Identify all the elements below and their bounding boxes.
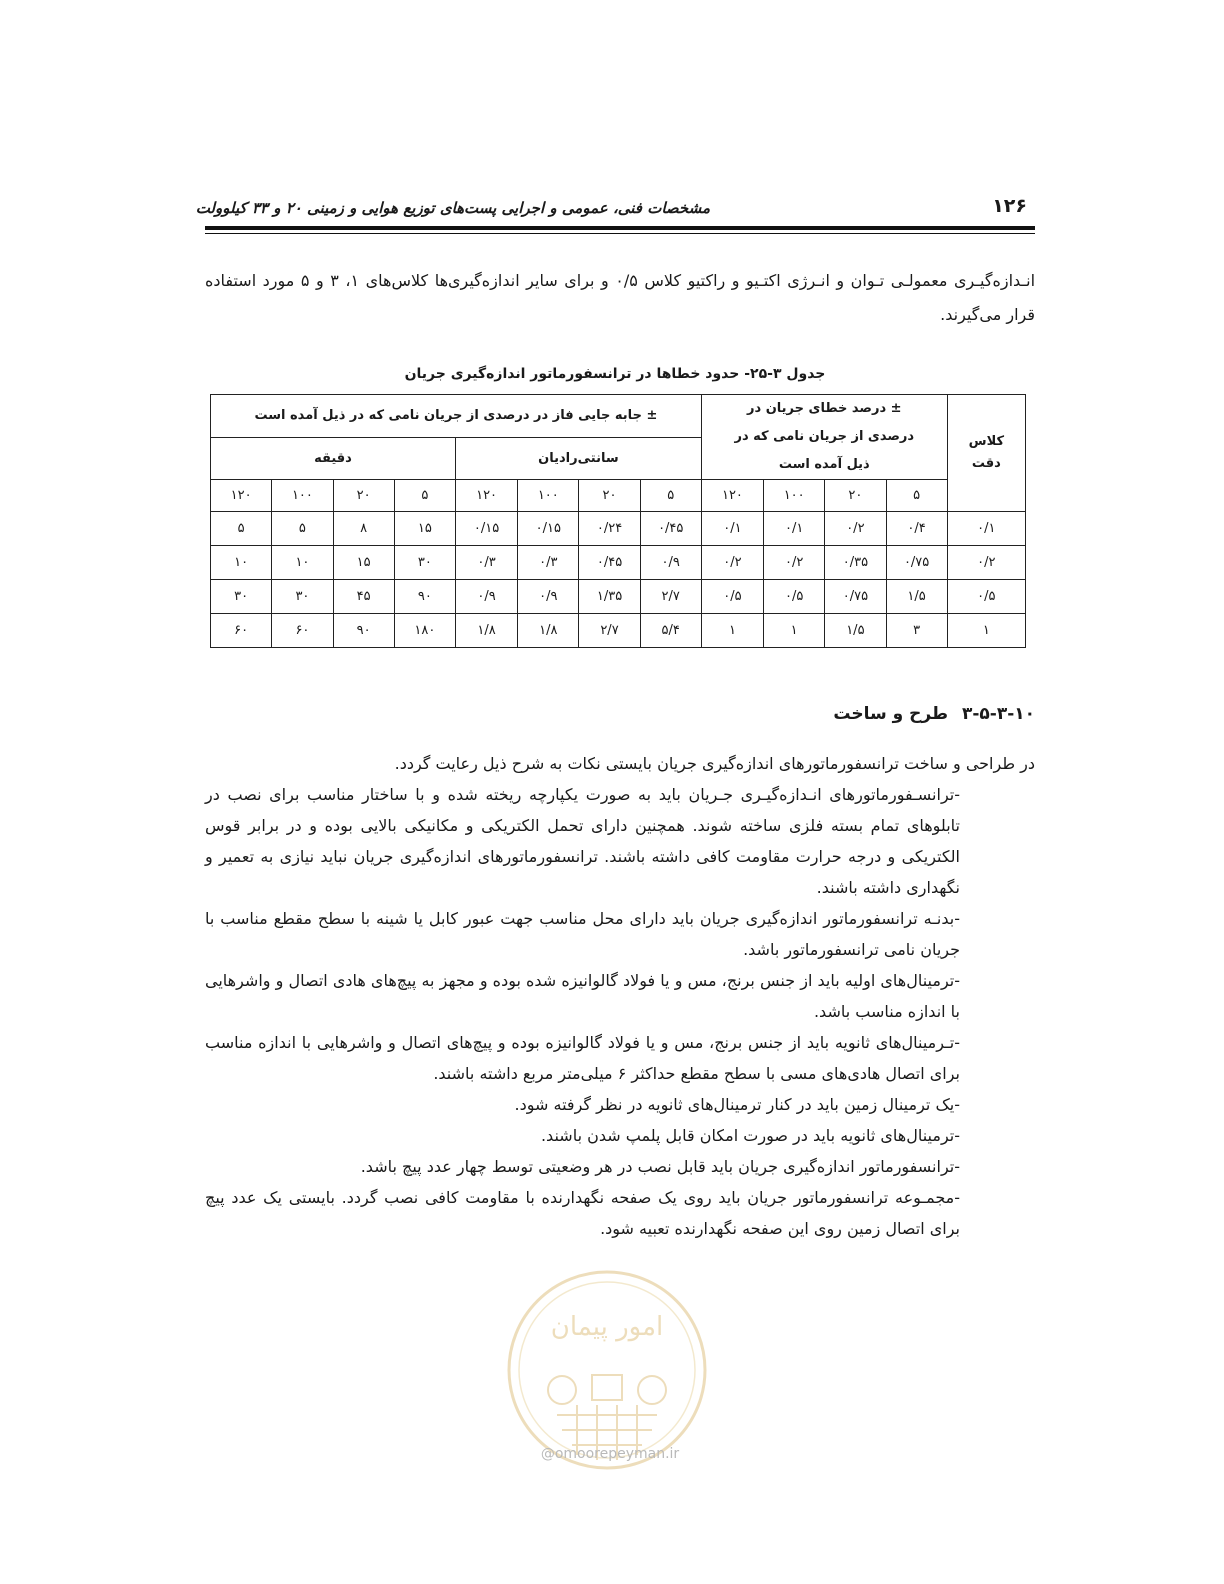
page-number: ۱۲۶ [992,195,1027,217]
cell-ratio: ۰/۱ [701,512,763,546]
cell-centiradian: ۰/۲۴ [579,512,640,546]
pct-header: ۱۰۰ [764,480,825,512]
cell-minute: ۹۰ [333,614,394,648]
watermark-logo-text: امور پیمان [550,1312,664,1342]
cell-minute: ۸ [333,512,394,546]
cell-centiradian: ۰/۳ [455,546,517,580]
pct-header: ۲۰ [825,480,886,512]
header-centiradian: سانتی‌رادیان [455,437,701,480]
cell-minute: ۱۵ [394,512,455,546]
cell-minute: ۱۸۰ [394,614,455,648]
watermark-site: @omoorepeyman.ir [540,1446,680,1462]
cell-minute: ۱۰ [211,546,272,580]
cell-centiradian: ۰/۴۵ [640,512,701,546]
list-item: -ترانسـفورماتورهای انـدازه‌گیـری جـریان باید به صورت یکپارچه ریخته شده و با ساختار مناسب برای نصب در تابلوهای تمام بسته فلزی ساخته شوند. همچنین دارای تحمل الکتریکی و مکانیکی بالایی بوده و در برابر قوس الکتریکی و درجه حرارت مقاومت کافی داشته باشند. ترانسفورماتورهای اندازه‌گیری جریان نباید نیازی به تعمیر و نگهداری داشته باشند. [205,785,960,897]
intro-paragraph: انـدازه‌گیـری معمولـی تـوان و انـرژی اکتـیو و راکتیو کلاس ۰/۵ و برای سایر اندازه‌گیری‌ها کلاس‌های ۱، ۳ و ۵ مورد استفاده قرار می‌گیرند. [205,271,1036,324]
cell-ratio: ۱ [764,614,825,648]
table-row [211,546,1026,580]
header-ratio-error: ± درصد خطای جریان در درصدی از جریان نامی که در ذیل آمده است [701,395,947,480]
list-item: -یک ترمینال زمین باید در کنار ترمینال‌های ثانویه در نظر گرفته شود. [514,1095,960,1114]
header-phase-displacement: ± جابه جایی فاز در درصدی از جریان نامی که در ذیل آمده است [211,395,702,438]
cell-centiradian: ۰/۳ [518,546,579,580]
cell-ratio: ۰/۴ [886,512,947,546]
watermark-logo [502,1265,712,1475]
cell-class: ۰/۲ [947,546,1025,580]
cell-centiradian: ۰/۹ [640,546,701,580]
cell-ratio: ۱ [701,614,763,648]
section-lead: در طراحی و ساخت ترانسفورماتورهای اندازه‌گیری جریان بایستی نکات به شرح ذیل رعایت گردد. [394,754,1035,773]
section-body [205,748,1035,1244]
cell-ratio: ۰/۱ [764,512,825,546]
cell-minute: ۶۰ [272,614,333,648]
cell-ratio: ۰/۵ [764,580,825,614]
pct-header: ۱۰۰ [518,480,579,512]
cell-ratio: ۱/۵ [886,580,947,614]
cell-centiradian: ۱/۸ [518,614,579,648]
cell-centiradian: ۰/۹ [518,580,579,614]
cell-minute: ۹۰ [394,580,455,614]
table-row [211,512,1026,546]
cell-minute: ۱۰ [272,546,333,580]
cell-minute: ۱۵ [333,546,394,580]
cell-centiradian: ۲/۷ [579,614,640,648]
list-item: -تـرمینال‌های ثانویه باید از جنس برنج، مس و یا فولاد گالوانیزه بوده و پیچ‌های اتصال و واشرهایی با اندازه مناسب برای اتصال هادی‌های مسی با سطح مقطع حداکثر ۶ میلی‌متر مربع داشته باشند. [205,1033,960,1083]
list-item: -مجمـوعه ترانسفورماتور جریان باید روی یک صفحه نگهدارنده با مقاومت کافی نصب گردد. بایستی یک عدد پیچ برای اتصال زمین روی این صفحه نگهدارنده تعبیه شود. [205,1188,960,1238]
cell-minute: ۳۰ [272,580,333,614]
running-title: مشخصات فنی، عمومی و اجرایی پست‌های توزیع هوایی و زمینی ۲۰ و ۳۳ کیلوولت [195,199,710,217]
cell-class: ۰/۱ [947,512,1025,546]
section-number: ۳-۵-۳-۱۰ [961,704,1035,724]
table-row [211,614,1026,648]
table-caption: جدول ۳-۲۵- حدود خطاها در ترانسفورماتور اندازه‌گیری جریان [404,366,826,382]
cell-centiradian: ۵/۴ [640,614,701,648]
pct-header: ۱۲۰ [455,480,517,512]
list-item: -ترمینال‌های ثانویه باید در صورت امکان قابل پلمپ شدن باشند. [540,1126,960,1145]
list-item: -ترمینال‌های اولیه باید از جنس برنج، مس و یا فولاد گالوانیزه شده بوده و مجهز به پیچ‌های هادی اتصال و واشرهایی با اندازه مناسب باشد. [205,971,960,1021]
header-rule-thick [205,226,1035,230]
cell-minute: ۵ [272,512,333,546]
cell-minute: ۶۰ [211,614,272,648]
cell-class: ۰/۵ [947,580,1025,614]
cell-centiradian: ۱/۸ [455,614,517,648]
table-row [211,580,1026,614]
cell-minute: ۵ [211,512,272,546]
pct-header: ۱۲۰ [701,480,763,512]
percent-header-row [211,480,1026,512]
pct-header: ۲۰ [579,480,640,512]
pct-header: ۱۰۰ [272,480,333,512]
cell-centiradian: ۰/۱۵ [518,512,579,546]
section-title: طرح و ساخت [833,704,948,724]
cell-ratio: ۳ [886,614,947,648]
cell-ratio: ۰/۲ [825,512,886,546]
cell-class: ۱ [947,614,1025,648]
page-header [195,193,1035,229]
cell-ratio: ۱/۵ [825,614,886,648]
pct-header: ۱۲۰ [211,480,272,512]
pct-header: ۵ [640,480,701,512]
cell-ratio: ۰/۳۵ [825,546,886,580]
pct-header: ۵ [394,480,455,512]
header-minute: دقیقه [211,437,456,480]
cell-minute: ۳۰ [394,546,455,580]
error-limits-table [210,394,1026,648]
cell-ratio: ۰/۷۵ [886,546,947,580]
header-accuracy-class: کلاس دقت [947,395,1025,512]
cell-centiradian: ۰/۱۵ [455,512,517,546]
cell-ratio: ۰/۲ [764,546,825,580]
list-item: -ترانسفورماتور اندازه‌گیری جریان باید قابل نصب در هر وضعیتی توسط چهار عدد پیچ باشد. [360,1157,960,1176]
cell-ratio: ۰/۲ [701,546,763,580]
cell-centiradian: ۰/۹ [455,580,517,614]
cell-ratio: ۰/۷۵ [825,580,886,614]
list-item: -بدنـه ترانسفورماتور اندازه‌گیری جریان باید دارای محل مناسب جهت عبور کابل یا شینه با سطح مقطع مناسب با جریان نامی ترانسفورماتور باشد. [205,909,960,959]
cell-centiradian: ۲/۷ [640,580,701,614]
cell-centiradian: ۱/۳۵ [579,580,640,614]
cell-minute: ۴۵ [333,580,394,614]
cell-minute: ۳۰ [211,580,272,614]
cell-ratio: ۰/۵ [701,580,763,614]
header-rule-thin [205,233,1035,234]
pct-header: ۵ [886,480,947,512]
section-heading [205,704,1035,724]
cell-centiradian: ۰/۴۵ [579,546,640,580]
pct-header: ۲۰ [333,480,394,512]
